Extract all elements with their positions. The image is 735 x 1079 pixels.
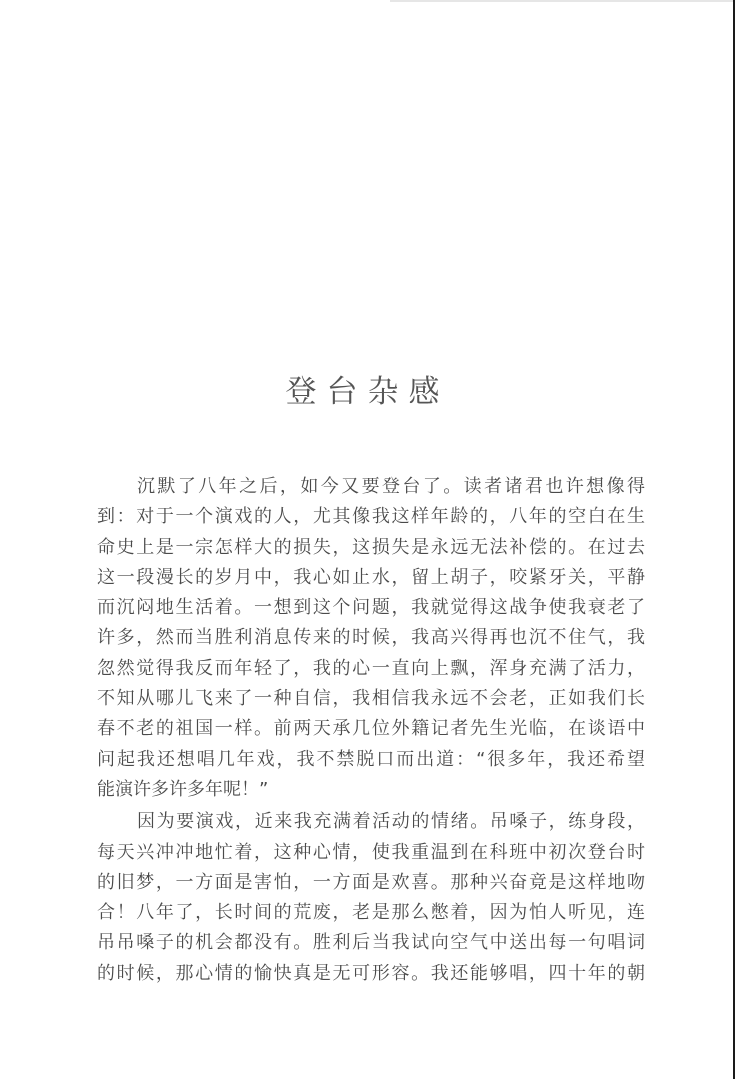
text-line: 春不老的祖国一样。前两天承几位外籍记者先生光临，在谈语中 <box>97 718 645 740</box>
text-line: 因为要演戏，近来我充满着活动的情绪。吊嗓子，练身段， <box>137 811 645 833</box>
text-line: 许多，然而当胜利消息传来的时候，我高兴得再也沉不住气，我 <box>97 627 645 649</box>
text-line: 不知从哪儿飞来了一种自信，我相信我永远不会老，正如我们长 <box>97 688 645 710</box>
text-line: 合！八年了，长时间的荒废，老是那么憋着，因为怕人听见，连 <box>97 902 645 924</box>
text-line: 到：对于一个演戏的人，尤其像我这样年龄的，八年的空白在生 <box>97 506 645 528</box>
text-line: 能演许多许多年呢！” <box>97 778 269 800</box>
text-line: 吊吊嗓子的机会都没有。胜利后当我试向空气中送出每一句唱词 <box>97 932 645 954</box>
text-line: 命史上是一宗怎样大的损失，这损失是永远无法补偿的。在过去 <box>97 536 645 558</box>
text-line: 的旧梦，一方面是害怕，一方面是欢喜。那种兴奋竟是这样地吻 <box>97 871 645 893</box>
chapter-title: 登台杂感 <box>285 374 450 410</box>
text-line: 的时候，那心情的愉快真是无可形容。我还能够唱，四十年的朝 <box>97 962 645 984</box>
text-line: 问起我还想唱几年戏，我不禁脱口而出道：“很多年，我还希望 <box>97 748 645 770</box>
body-text <box>97 472 645 989</box>
text-line: 每天兴冲冲地忙着，这种心情，使我重温到在科班中初次登台时 <box>97 841 645 863</box>
scan-top-edge <box>390 0 735 2</box>
text-line: 沉默了八年之后，如今又要登台了。读者诸君也许想像得 <box>137 476 645 497</box>
text-line: 忽然觉得我反而年轻了，我的心一直向上飘，浑身充满了活力， <box>97 657 645 679</box>
text-line: 这一段漫长的岁月中，我心如止水，留上胡子，咬紧牙关，平静 <box>97 566 645 588</box>
text-line: 而沉闷地生活着。一想到这个问题，我就觉得这战争使我衰老了 <box>97 597 645 619</box>
